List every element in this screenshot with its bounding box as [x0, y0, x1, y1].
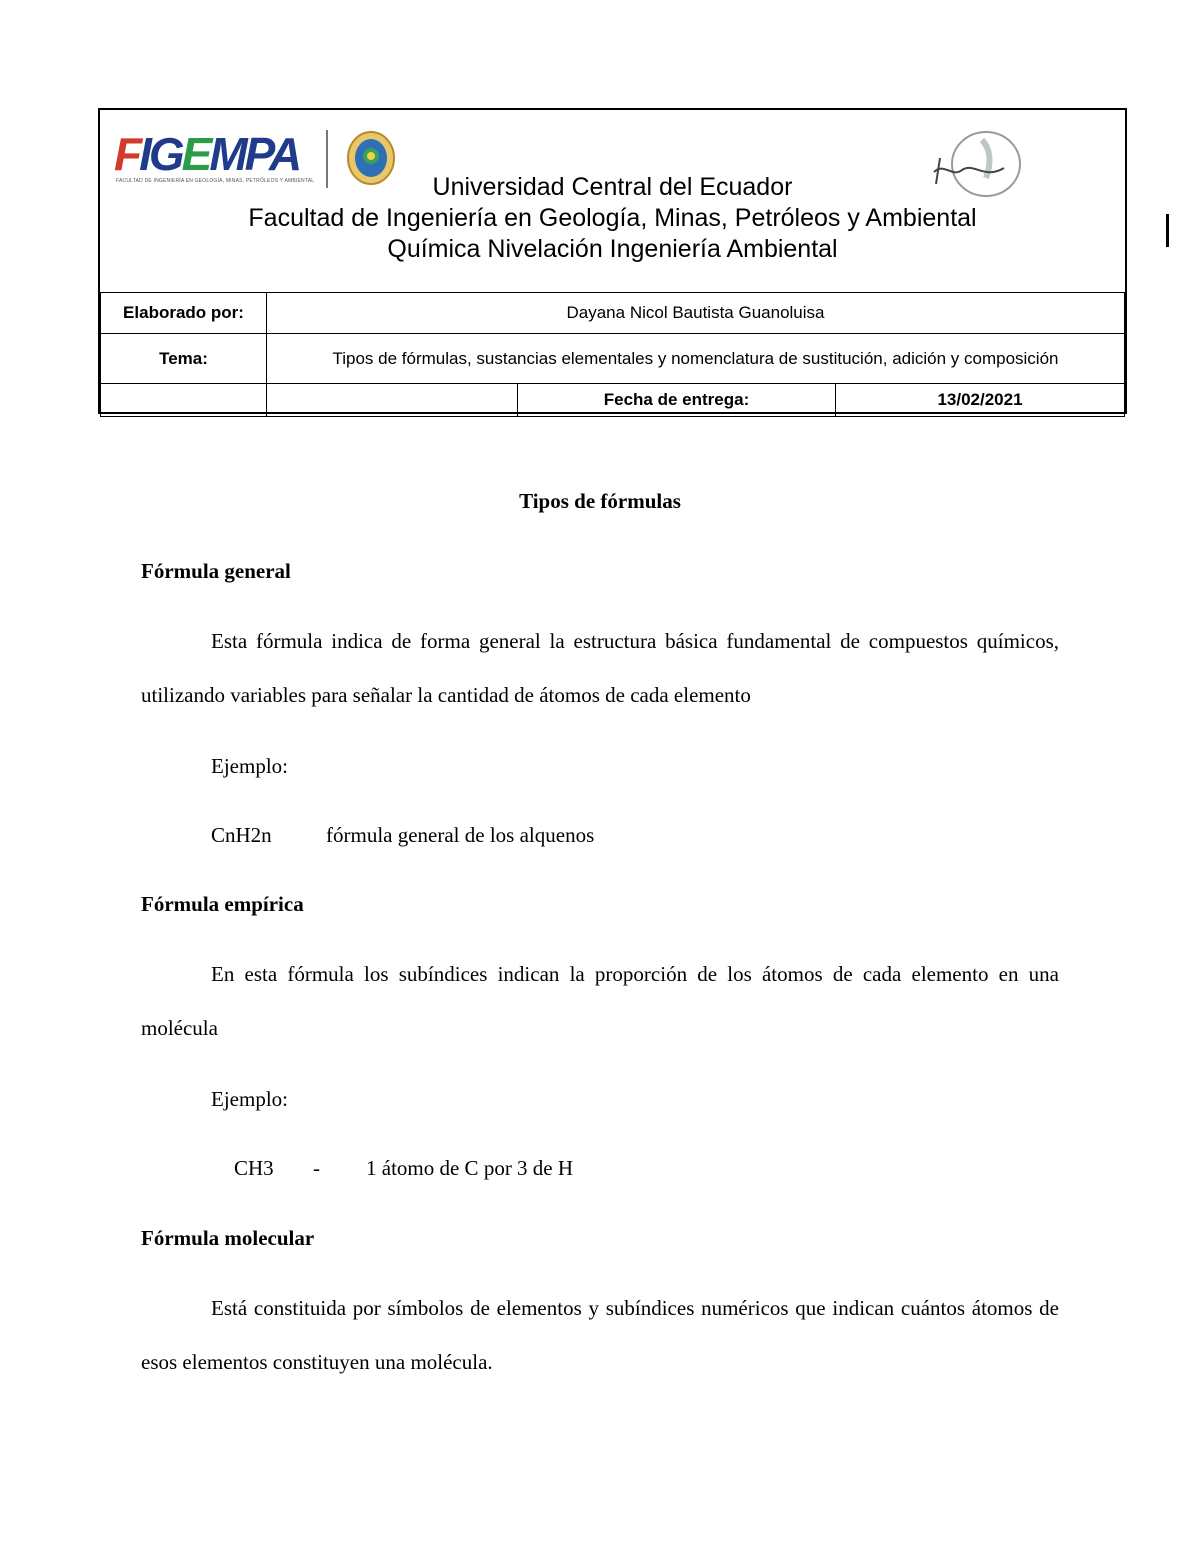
figempa-logo-text: FIGEMPA: [114, 128, 300, 180]
course-name: Química Nivelación Ingeniería Ambiental: [387, 235, 838, 263]
section-heading-general: Fórmula general: [141, 559, 291, 583]
topic-value: Tipos de fórmulas, sustancias elementales y nomenclatura de sustitución, adición y composición: [267, 334, 1125, 384]
date-label: Fecha de entrega:: [518, 384, 836, 417]
example-label-empirica: Ejemplo:: [211, 1087, 288, 1111]
author-label: Elaborado por:: [101, 293, 267, 334]
faculty-name: Facultad de Ingeniería en Geología, Minas, Petróleos y Ambiental: [248, 204, 977, 232]
empty-cell-2: [267, 384, 518, 417]
date-value: 13/02/2021: [836, 384, 1125, 417]
text-cursor: [1166, 214, 1169, 247]
header-titles: [100, 172, 1125, 265]
example-formula-empirica: CH3: [234, 1156, 274, 1180]
section-heading-molecular: Fórmula molecular: [141, 1226, 315, 1250]
section-heading-empirica: Fórmula empírica: [141, 892, 304, 916]
logo-subtitle: FACULTAD DE INGENIERÍA EN GEOLOGÍA, MINAS, PETRÓLEOS Y AMBIENTAL: [116, 178, 315, 184]
topic-row: [101, 334, 1125, 384]
paragraph-general: Esta fórmula indica de forma general la estructura básica fundamental de compuestos químicos, utilizando variables para señalar la cantidad de átomos de cada elemento: [141, 629, 1059, 707]
document-title: Tipos de fórmulas: [519, 489, 681, 513]
author-value: Dayana Nicol Bautista Guanoluisa: [267, 293, 1125, 334]
empty-cell-1: [101, 384, 267, 417]
example-desc-general: fórmula general de los alquenos: [326, 823, 595, 847]
example-desc-empirica: 1 átomo de C por 3 de H: [366, 1156, 574, 1180]
paragraph-empirica: En esta fórmula los subíndices indican la proporción de los átomos de cada elemento en una molécula: [141, 962, 1059, 1040]
example-label-general: Ejemplo:: [211, 754, 288, 778]
example-dash-empirica: -: [313, 1156, 320, 1180]
date-row: [101, 384, 1125, 417]
document-header: [98, 108, 1127, 414]
university-name: Universidad Central del Ecuador: [432, 173, 793, 201]
paragraph-molecular: Está constituida por símbolos de elementos y subíndices numéricos que indican cuántos átomos de esos elementos constituyen una molécula.: [141, 1296, 1059, 1374]
author-row: [101, 293, 1125, 334]
example-formula-general: CnH2n: [211, 823, 272, 847]
topic-label: Tema:: [101, 334, 267, 384]
info-table: [100, 292, 1125, 417]
